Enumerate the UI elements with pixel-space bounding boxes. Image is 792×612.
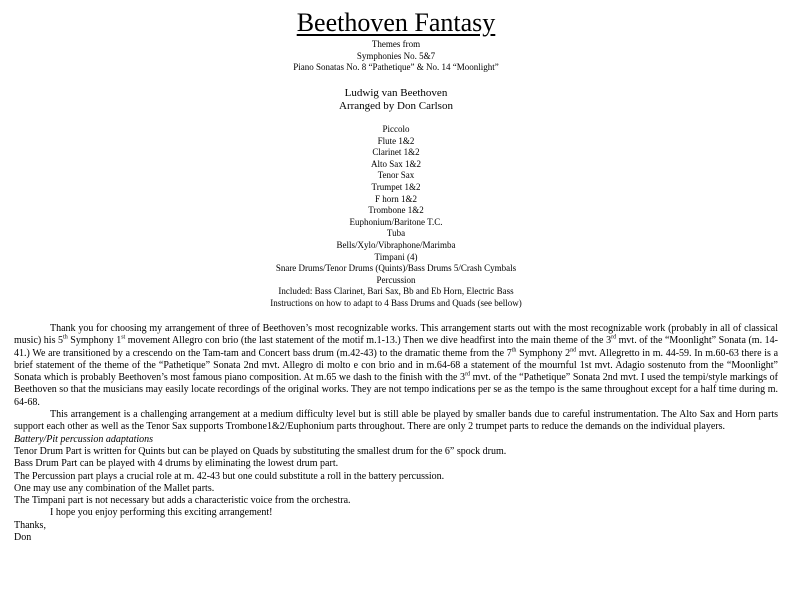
arranger-name: Arranged by Don Carlson	[339, 100, 453, 112]
instrument-item: Percussion	[376, 274, 416, 285]
instrument-item: Bells/Xylo/Vibraphone/Marimba	[336, 239, 456, 250]
instrument-item: Flute 1&2	[377, 135, 415, 146]
adaptation-line: Tenor Drum Part is written for Quints but can be played on Quads by substituting the smallest drum for the 6” spock drum.	[14, 445, 507, 457]
subtitle-line: Themes from	[371, 39, 421, 49]
instrument-item: Clarinet 1&2	[372, 147, 420, 158]
adaptation-line: The Timpani part is not necessary but adds a characteristic voice from the orchestra.	[14, 495, 351, 507]
subtitle-line: Piano Sonatas No. 8 “Pathetique” & No. 14 “Moonlight”	[293, 62, 499, 72]
instrument-item: Tuba	[386, 228, 406, 239]
thanks-line: Thanks,	[14, 519, 46, 531]
adaptation-line: The Percussion part plays a crucial role at m. 42-43 but one could substitute a roll in the battery percussion.	[14, 470, 445, 482]
difficulty-paragraph: This arrangement is a challenging arrangement at a medium difficulty level but is still able be played by smaller bands due to careful instrumentation. The Alto Sax and Horn parts support each other as well as the Tenor Sax supports Trombone1&2/Euphonium parts throughout. There are only 2 trumpet parts to reduce the demands on the individual players.	[14, 409, 778, 433]
adaptation-line: One may use any combination of the Mallet parts.	[14, 482, 215, 494]
instrument-item: Timpani (4)	[374, 251, 418, 262]
instrument-item: Instructions on how to adapt to 4 Bass Drums and Quads (see bellow)	[270, 297, 522, 308]
instrument-item: Trumpet 1&2	[371, 181, 421, 192]
instrument-item: Alto Sax 1&2	[370, 158, 421, 169]
subtitle-line: Symphonies No. 5&7	[356, 50, 436, 61]
intro-paragraph: Thank you for choosing my arrangement of three of Beethoven’s most recognizable works. This arrangement starts out with the most recognizable work (probably in all of classical music) his 5th Symphony 1st movement Allegro con brio (the last statement of the motif m.1-13.) Then we dive headfirst into the main theme of the 3rd mvt. of the “Moonlight” Sonata (m. 14-41.) We are transitioned by a crescendo on the Tam-tam and Concert bass drum (m.42-43) to the dramatic theme from the 7th Symphony 2nd mvt. Allegretto in m. 44-59. In m.60-63 there is a brief statement of the theme of the “Pathetique” Sonata 2nd mvt. Allegro di molto e con brio and in m.64-68 a statement of the mournful 1st mvt. Adagio sostenuto from the “Moonlight” Sonata which is probably Beethoven’s most famous piano composition. At m.65 we dash to the finish with the 3rd mvt. of the “Pathetique” Sonata 2nd mvt. I used the tempi/style markings of Beethoven so that the musicians may easily locate recordings of the original works. They are not tempo indications per se as the tempo is the same throughout except for a half time during m. 64-68.	[14, 323, 779, 408]
section-heading: Battery/Pit percussion adaptations	[14, 433, 154, 445]
composer-name: Ludwig van Beethoven	[344, 87, 448, 99]
closing-line: I hope you enjoy performing this exciting arrangement!	[50, 507, 273, 519]
instrument-item: Euphonium/Baritone T.C.	[349, 216, 443, 227]
instrument-item: Included: Bass Clarinet, Bari Sax, Bb and Eb Horn, Electric Bass	[278, 286, 514, 297]
adaptation-line: Bass Drum Part can be played with 4 drums by eliminating the lowest drum part.	[14, 458, 339, 470]
page-title: Beethoven Fantasy	[296, 8, 496, 37]
instrument-item: F horn 1&2	[374, 193, 417, 204]
instrument-item: Piccolo	[382, 124, 410, 134]
credits-block	[0, 87, 792, 113]
instrument-item: Trombone 1&2	[368, 205, 424, 216]
notes-body	[14, 323, 778, 544]
signature: Don	[14, 532, 32, 544]
subtitle-block	[0, 39, 792, 74]
instrument-item: Tenor Sax	[377, 170, 415, 181]
instrumentation-list	[0, 124, 792, 310]
instrument-item: Snare Drums/Tenor Drums (Quints)/Bass Drums 5/Crash Cymbals	[275, 263, 517, 274]
